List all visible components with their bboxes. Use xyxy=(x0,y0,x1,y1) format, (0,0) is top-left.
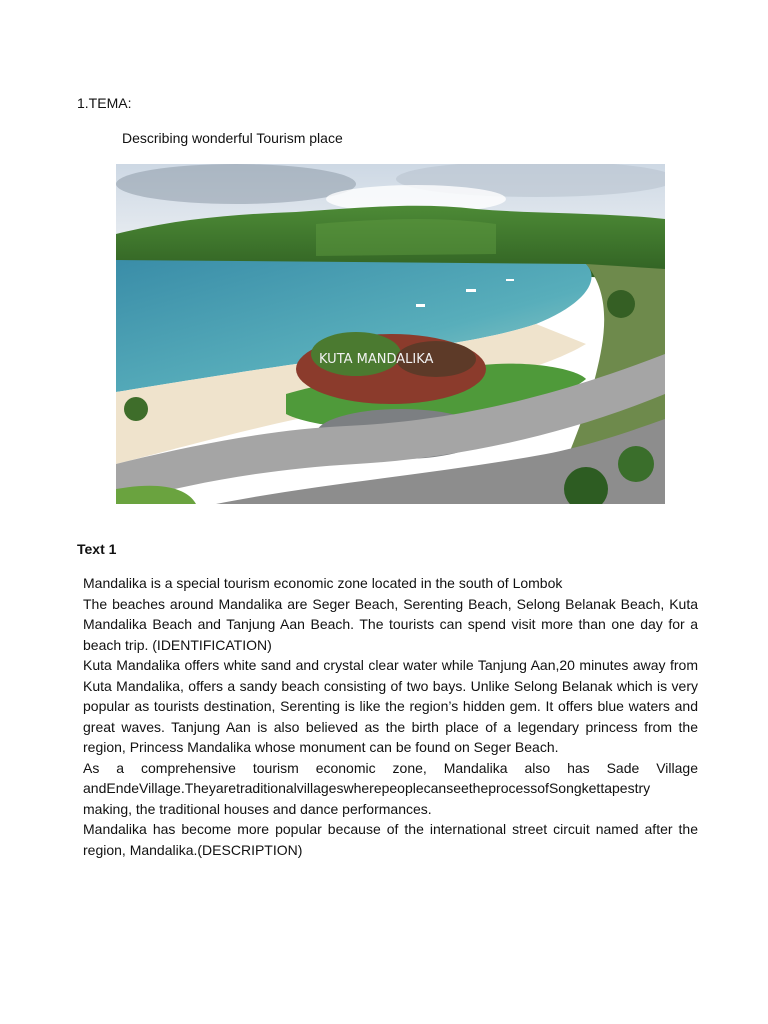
photo-overlay-text: KUTA MANDALIKA xyxy=(319,352,434,367)
text-label: Text 1 xyxy=(77,541,117,557)
beach-photo xyxy=(116,164,665,504)
paragraph: As a comprehensive tourism economic zone, Mandalika also has Sade Village andEndeVillage.TheyaretraditionalvillageswherepeoplecanseetheprocessofSongkettapestry making, the traditional houses and dance performances. xyxy=(83,759,698,817)
paragraph: Mandalika has become more popular because of the international street circuit named after the region, Mandalika.(DESCRIPTION) xyxy=(83,821,698,858)
paragraph: Kuta Mandalika offers white sand and crystal clear water while Tanjung Aan,20 minutes away from Kuta Mandalika, offers a sandy beach consisting of two bays. Unlike Selong Belanak which is very popular as tourists destination, Serenting is like the region’s hidden gem. It offers blue waters and great waves. Tanjung Aan is also believed as the birth place of a legendary princess from the region, Princess Mandalika whose monument can be found on Seger Beach. xyxy=(83,657,698,755)
paragraph: The beaches around Mandalika are Seger Beach, Serenting Beach, Selong Belanak Beach, Kuta Mandalika Beach and Tanjung Aan Beach. The tourists can spend visit more than one day for a beach trip. (IDENTIFICATION) xyxy=(83,595,698,653)
section-heading: 1.TEMA: xyxy=(77,95,132,111)
theme-subtitle: Describing wonderful Tourism place xyxy=(122,130,343,146)
paragraph: Mandalika is a special tourism economic zone located in the south of Lombok xyxy=(83,575,563,591)
body-text xyxy=(83,573,698,860)
